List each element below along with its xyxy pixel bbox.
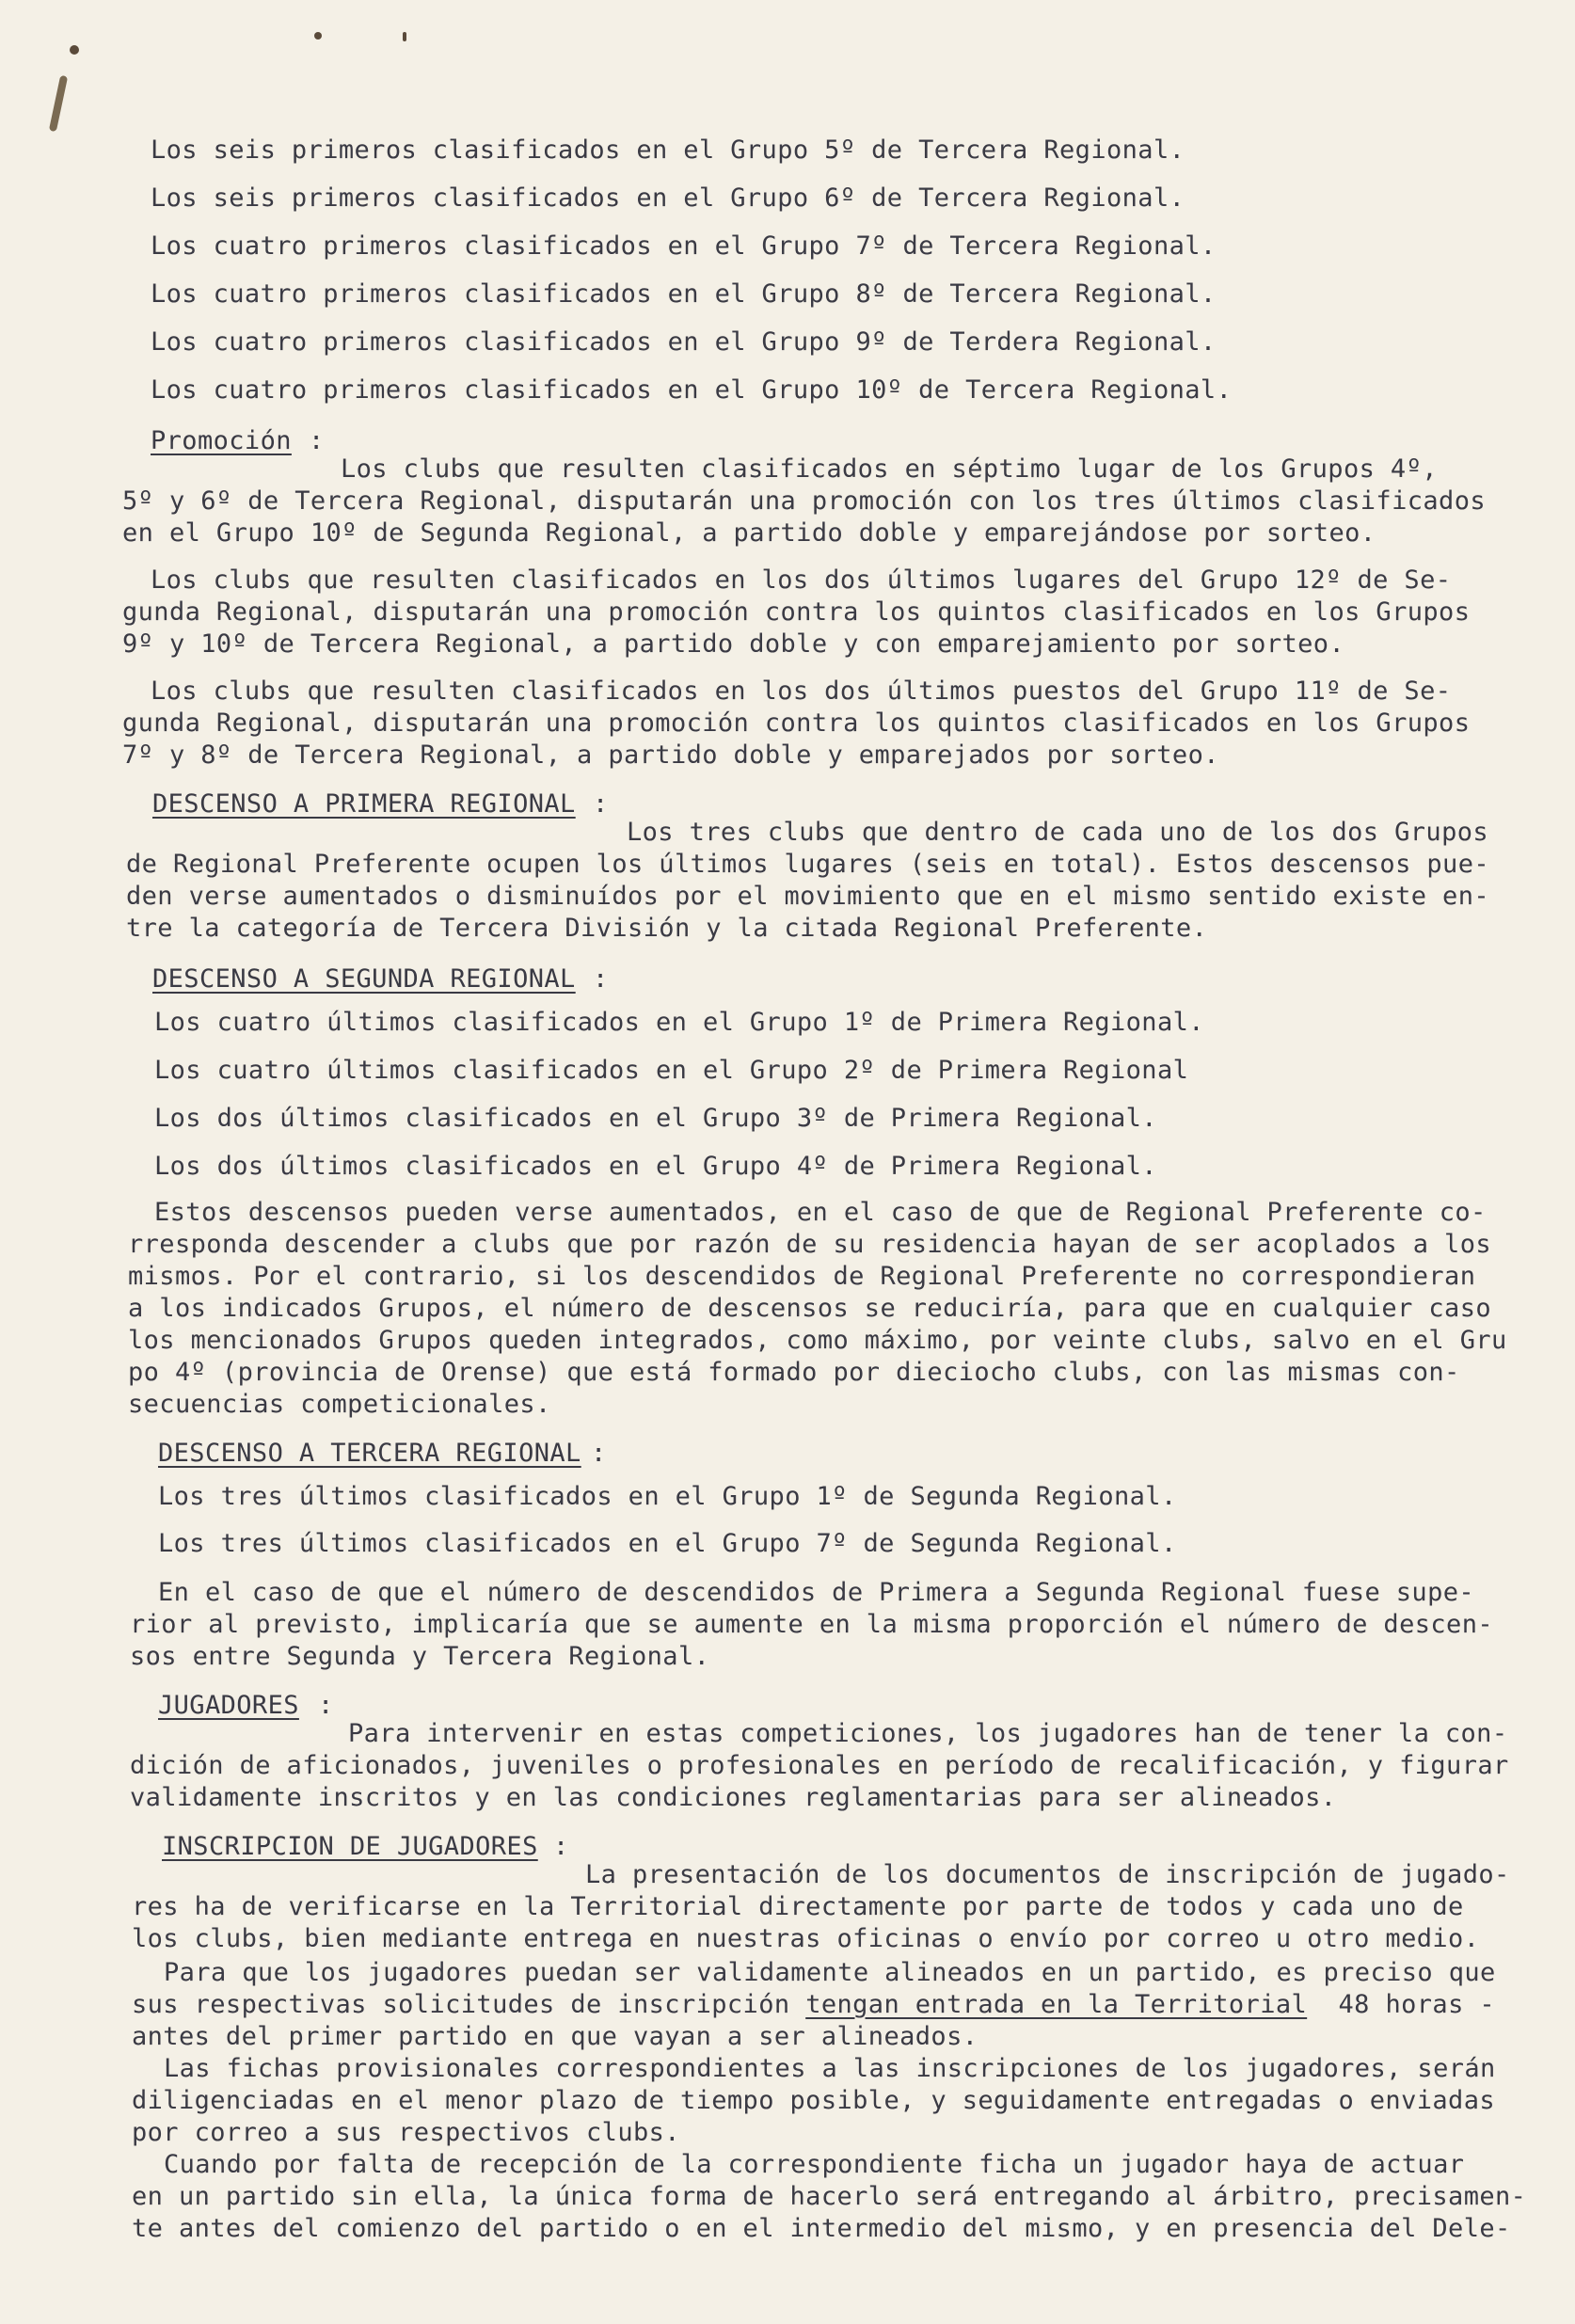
section-heading-promocion: Promoción [151,426,292,455]
ink-stain [49,75,68,132]
paragraph-line: en un partido sin ella, la única forma de hacerlo será entregando al árbitro, precisamen- [132,2182,1527,2211]
section-heading-jugadores: JUGADORES [158,1691,299,1720]
heading-colon: : [309,426,325,455]
paragraph-line: tre la categoría de Tercera División y la citada Regional Preferente. [126,914,1208,943]
list-item: Los cuatro primeros clasificados en el Grupo 10º de Tercera Regional. [151,375,1233,405]
list-item: Los seis primeros clasificados en el Grupo 6º de Tercera Regional. [151,183,1185,213]
paragraph-line [132,1989,1495,2021]
paragraph-line: po 4º (provincia de Orense) que está formado por dieciocho clubs, con las mismas con- [128,1358,1460,1387]
section-heading-descenso-segunda: DESCENSO A SEGUNDA REGIONAL [152,964,576,994]
list-item: Los dos últimos clasificados en el Grupo 3º de Primera Regional. [154,1104,1157,1133]
paragraph-line: Los tres clubs que dentro de cada uno de los dos Grupos [627,818,1489,847]
paragraph-line: res ha de verificarse en la Territorial directamente por parte de todos y cada uno de [132,1892,1464,1921]
section-heading-descenso-tercera: DESCENSO A TERCERA REGIONAL [158,1439,581,1468]
paragraph-line: 5º y 6º de Tercera Regional, disputarán una promoción con los tres últimos clasificados [122,486,1487,516]
paragraph-line: En el caso de que el número de descendidos de Primera a Segunda Regional fuese supe- [158,1578,1475,1607]
paragraph-line: a los indicados Grupos, el número de descensos se reduciría, para que en cualquier caso [128,1294,1492,1323]
paragraph-line: sos entre Segunda y Tercera Regional. [130,1642,710,1671]
paragraph-line: te antes del comienzo del partido o en el intermedio del mismo, y en presencia del Dele- [132,2214,1511,2243]
paragraph-line: diligenciadas en el menor plazo de tiempo posible, y seguidamente entregadas o enviadas [132,2086,1496,2115]
paragraph-line: dición de aficionados, juveniles o profesionales en período de recalificación, y figurar [130,1751,1509,1780]
text-segment: 48 horas - [1307,1990,1496,2019]
list-item: Los cuatro primeros clasificados en el Grupo 9º de Terdera Regional. [151,327,1217,357]
list-item: Los tres últimos clasificados en el Grupo 1º de Segunda Regional. [158,1482,1177,1511]
paragraph-line: rresponda descender a clubs que por razón de su residencia hayan de ser acoplados a los [128,1230,1492,1259]
paragraph-line: La presentación de los documentos de inscripción de jugado- [585,1860,1510,1889]
list-item: Los cuatro primeros clasificados en el Grupo 7º de Tercera Regional. [151,231,1217,261]
paragraph-line: gunda Regional, disputarán una promoción contra los quintos clasificados en los Grupos [122,597,1471,627]
heading-colon: : [318,1691,334,1720]
paragraph-line: gunda Regional, disputarán una promoción contra los quintos clasificados en los Grupos [122,708,1471,738]
ink-stain [403,32,406,41]
paragraph-line: Las fichas provisionales correspondientes a las inscripciones de los jugadores, serán [164,2054,1496,2083]
paragraph-line: por correo a sus respectivos clubs. [132,2118,680,2147]
list-item: Los dos últimos clasificados en el Grupo 4º de Primera Regional. [154,1152,1157,1181]
ink-stain [70,45,79,55]
paragraph-line: validamente inscritos y en las condiciones reglamentarias para ser alineados. [130,1783,1337,1812]
paragraph-line: Estos descensos pueden verse aumentados, en el caso de que de Regional Preferente co- [154,1198,1487,1227]
heading-colon: : [591,1439,607,1468]
heading-colon: : [593,964,609,994]
section-heading-descenso-primera: DESCENSO A PRIMERA REGIONAL [152,789,576,819]
list-item: Los seis primeros clasificados en el Grupo 5º de Tercera Regional. [151,135,1185,165]
paragraph-line: 9º y 10º de Tercera Regional, a partido doble y con emparejamiento por sorteo. [122,629,1345,659]
list-item: Los tres últimos clasificados en el Grupo 7º de Segunda Regional. [158,1529,1177,1558]
paragraph-line: antes del primer partido en que vayan a ser alineados. [132,2022,978,2051]
ink-stain [314,32,322,40]
paragraph-line: mismos. Por el contrario, si los descendidos de Regional Preferente no correspondieran [128,1262,1476,1291]
list-item: Los cuatro últimos clasificados en el Grupo 2º de Primera Regional [154,1056,1189,1085]
paragraph-line: en el Grupo 10º de Segunda Regional, a partido doble y emparejándose por sorteo. [122,518,1376,548]
paragraph-line: Cuando por falta de recepción de la correspondiente ficha un jugador haya de actuar [164,2150,1465,2179]
paragraph-line: 7º y 8º de Tercera Regional, a partido doble y emparejados por sorteo. [122,740,1219,770]
paragraph-line: Para intervenir en estas competiciones, los jugadores han de tener la con- [348,1719,1508,1748]
paragraph-line: los mencionados Grupos queden integrados, como máximo, por veinte clubs, salvo en el Gru [128,1326,1507,1355]
paragraph-line: Para que los jugadores puedan ser validamente alineados en un partido, es preciso que [164,1958,1496,1987]
text-segment: sus respectivas solicitudes de inscripción [132,1990,806,2019]
paragraph-line: los clubs, bien mediante entrega en nuestras oficinas o envío por correo u otro medio. [132,1924,1480,1953]
section-heading-inscripcion: INSCRIPCION DE JUGADORES [162,1832,538,1861]
paragraph-line: Los clubs que resulten clasificados en los dos últimos lugares del Grupo 12º de Se- [151,565,1452,595]
list-item: Los cuatro primeros clasificados en el Grupo 8º de Tercera Regional. [151,279,1217,309]
paragraph-line: rior al previsto, implicaría que se aumente en la misma proporción el número de descen- [130,1610,1494,1639]
paragraph-line: den verse aumentados o disminuídos por el movimiento que en el mismo sentido existe en- [126,882,1490,911]
underlined-phrase: tengan entrada en la Territorial [805,1990,1308,2019]
list-item: Los cuatro últimos clasificados en el Grupo 1º de Primera Regional. [154,1008,1204,1037]
heading-colon: : [593,789,609,819]
paragraph-line: de Regional Preferente ocupen los últimos lugares (seis en total). Estos descensos pue- [126,850,1490,879]
paragraph-line: Los clubs que resulten clasificados en los dos últimos puestos del Grupo 11º de Se- [151,677,1452,706]
paragraph-line: secuencias competicionales. [128,1390,551,1419]
paragraph-line: Los clubs que resulten clasificados en séptimo lugar de los Grupos 4º, [341,454,1438,484]
heading-colon: : [553,1832,569,1861]
